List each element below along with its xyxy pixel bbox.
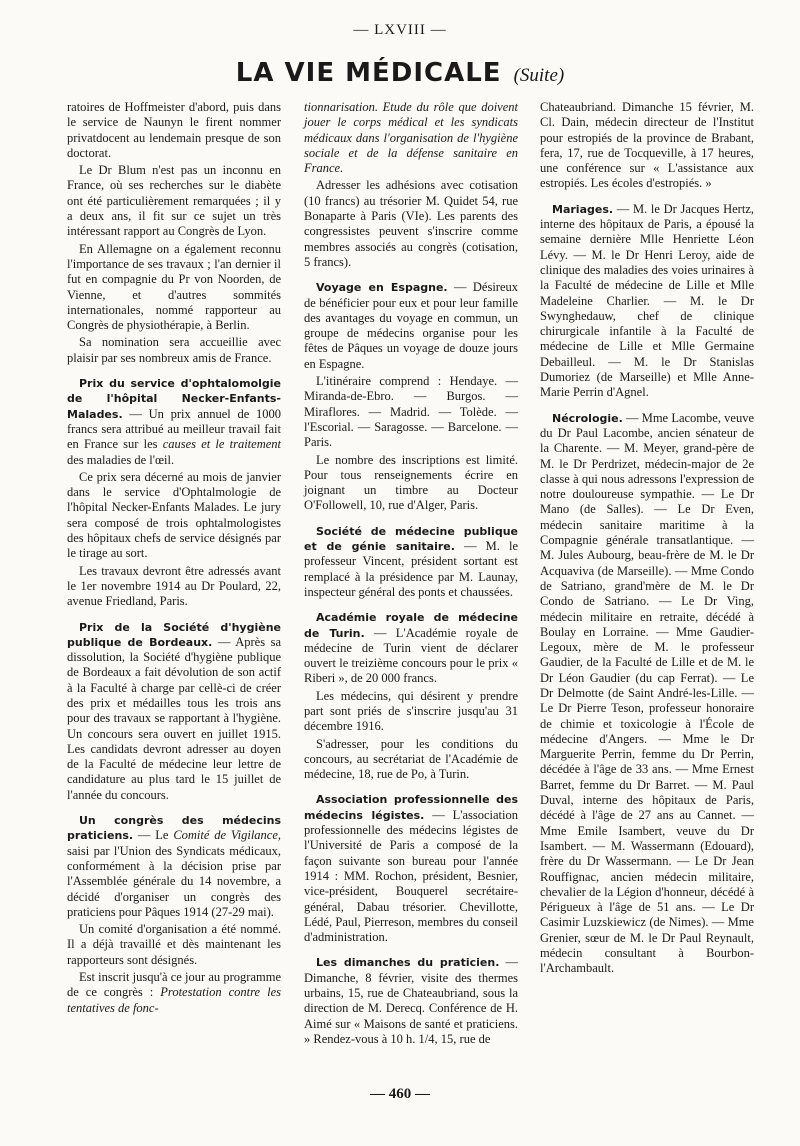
paragraph-with-italic [67, 970, 281, 1016]
column-left [67, 100, 281, 1018]
news-item-ophtalmologie [67, 376, 281, 468]
journal-title: LA VIE MÉDICALE [235, 58, 502, 88]
news-item-italic: causes et le traitement [162, 437, 281, 452]
news-item-congres-praticiens [67, 813, 281, 920]
news-item-heading: Nécrologie. [552, 411, 623, 425]
paragraph: Ce prix sera décerné au mois de janvier dans le service d'Ophtalmologie de l'hôpital Necker-Enfants Malades. Le jury sera composé de trois ophtalmologistes des hôpitaux chefs de service désignés par le tirage au sort. [67, 469, 281, 561]
news-item-text: saisi par l'Union des Syndicats médicaux, conformément à la décision prise par l'Assemblée générale du 14 novembre, a décidé d'organiser un congrès des praticiens pour Pâques 1914 (27-29 mai). [67, 843, 281, 919]
paragraph: Le Dr Blum n'est pas un inconnu en France, où ses recherches sur le diabète ont été particulièrement remarquées ; il y a deux ans, il fit sur ce sujet un très intéressant rapport au Congrès de Lyon. [67, 163, 281, 239]
news-item-heading: Un congrès des médecins praticiens. [67, 814, 281, 843]
paragraph: Un comité d'organisation a été nommé. Il a déjà travaillé et dès maintenant les rapporteurs sont désignés. [67, 922, 281, 967]
news-item-necrologie [540, 411, 754, 977]
paragraph: Le nombre des inscriptions est limité. Pour tous renseignements écrire en joignant un timbre au Docteur O'Followell, 10, rue d'Alger, Paris. [304, 452, 518, 513]
roman-page-number: — LXVIII — [353, 22, 447, 38]
news-item-text: — Dimanche, 8 février, visite des thermes urbains, 15, rue de Chateaubriand, sous la direction de M. Derecq. Conférence de H. Aimé sur « Maisons de santé et praticiens. » Rendez-vous à 10 h. 1/4, 15, rue de [304, 955, 518, 1046]
paragraph: Chateaubriand. Dimanche 15 février, M. Cl. Dain, médecin directeur de l'Institut pour estropiés de la province de Brabant, fera, 17, rue de Tocqueville, à 17 heures, une conférence sur « L'assistance aux estropiés. Les écoles d'estropiés. » [540, 100, 754, 191]
news-item-heading: Les dimanches du praticien. [316, 956, 500, 970]
news-item-hygiene-bordeaux [67, 620, 281, 804]
masthead [0, 58, 800, 88]
news-item-voyage-espagne [304, 280, 518, 372]
news-item-italic: Comité de Vigilance, [173, 828, 282, 843]
paragraph: Adresser les adhésions avec cotisation (10 francs) au trésorier M. Quidet 54, rue Bonaparte à Paris (VIe). Les parents des congressistes peuvent s'inscrire comme membres associés au congrès (cotisation, 5 francs). [304, 178, 518, 269]
page-number: — 460 — [370, 1086, 430, 1102]
news-item-heading: Mariages. [552, 202, 614, 216]
paragraph: Les médecins, qui désirent y prendre part sont priés de s'inscrire jusqu'au 31 décembre 1916. [304, 688, 518, 734]
column-right [540, 100, 754, 979]
news-item-heading: Voyage en Espagne. [316, 281, 448, 295]
paragraph-italic: Protestation contre les tentatives de fonc- [67, 985, 281, 1015]
news-item-text: — Un prix annuel de 1000 francs sera attribué au meilleur travail fait en France sur les [67, 406, 282, 452]
column-middle [304, 100, 518, 1049]
paragraph-text: Est inscrit jusqu'à ce jour au programme de ce congrès : [67, 970, 281, 1000]
news-item-dimanches-praticien [304, 955, 518, 1047]
paragraph: Sa nomination sera accueillie avec plaisir par ses nombreux amis de France. [67, 335, 281, 365]
news-item-text: — Le [137, 828, 169, 843]
news-item-text: — M. le Dr Jacques Hertz, interne des hôpitaux de Paris, a épousé la semaine dernière Mlle Henriette Léon Lévy. — M. le Dr Henri Leroy, aide de clinique des maladies des voies urinaires à la Faculté de médecine de Lille et Mlle Madeleine Charlier. — M. le Dr Swynghedauw, chef de clinique chirurgicale infantile à la Faculté de médecine de Lille et Mlle Germaine Debailleul. — M. le Dr Stanislas Dumoriez (de Marseille) et Mlle Anne-Marie Perrin d'Agnel. [540, 201, 754, 400]
news-item-medecins-legistes [304, 792, 518, 945]
paragraph-italic: tionnarisation. Etude du rôle que doivent jouer le corps médical et les syndicats médicaux dans l'organisation de l'hygiène sociale et de la défense sanitaire en France. [304, 100, 518, 176]
news-item-text: — M. le professeur Vincent, président sortant est remplacé à la présidence par M. Launay, inspecteur général des ponts et chaussées. [304, 539, 519, 599]
paragraph: S'adresser, pour les conditions du concours, au secrétariat de l'Académie de médecine, 18, rue de Po, à Turin. [304, 736, 518, 782]
news-item-text: — Désireux de bénéficier pour eux et pour leur famille des avantages du voyage en commun, un groupe de médecins organise pour les fêtes de Pâques un voyage de douze jours en Espagne. [304, 280, 518, 371]
news-item-heading: Société de médecine publique et de génie sanitaire. [304, 524, 518, 554]
news-item-heading: Académie royale de médecine de Turin. [304, 611, 518, 640]
news-item-text: — Après sa dissolution, la Société d'hygiène publique de Bordeaux a fait dévolution de son actif à la Faculté à charge par cellè-ci de créer des prix et médailles tous les trois ans pour des travaux se rapportant à l'hygiène. Un concours sera ouvert en juillet 1915. Les candidats devront adresser au doyen de la Faculté de médecine leur lettre de candidature au plus tard le 15 juillet de l'année du concours. [67, 634, 281, 802]
news-item-societe-medecine-publique [304, 524, 518, 600]
news-item-text: des maladies de l'œil. [67, 452, 175, 467]
news-item-text: — Mme Lacombe, veuve du Dr Paul Lacombe, ancien sénateur de la Charente. — M. Meyer, grand-père de M. le Dr Perdrizet, médecin-major de 2e classe à qui nous adressons l'expression de notre douloureuse sympathie. — Le Dr Mano (de Salles). — Le Dr Even, médecin sanitaire maritime à la Compagnie générale transatlantique. — M. Jules Aubourg, beau-frère de M. le Dr Acquaviva (de Marseille). — Mme Condo de Satriano, grand'mère de M. le Dr Condo de Satriano. — Le Dr Ving, médecin militaire en retraite, décédé à Boulay en Lorraine. — Mme Gaudier-Legoux, mère de M. le professeur Gaudier, de la Faculté de Lille et de M. le Dr Léon Gaudier (du cap Ferrat). — Le Dr Delmotte (de Saint André-les-Lille. — Le Dr Pierre Teson, professeur honoraire de chimie et toxicologie à l'École de médecine d'Angers. — Mme le Dr Marguerite Perrin, femme du Dr Perrin, décédée à l'âge de 33 ans. — Mme Ernest Barret, femme du Dr Barret. — M. Paul Duval, interne des hôpitaux de Paris, décédé à l'âge de 27 ans au Cannet. — Mme Emile Isambert, veuve du Dr Isambert. — M. Wassermann (Edouard), frère du Dr Wassermann. — Le Dr Jean Rouffignac, ancien médecin militaire, chevalier de la Légion d'honneur, décédé à Périgueux à l'âge de 51 ans. — Le Dr Casimir Luzskiewicz (de Nimes). — Mme Grenier, sœur de M. le Dr Paul Reynault, médecin consultant à Bourbon-l'Archambault. [540, 410, 755, 976]
news-item-heading: Prix du service d'ophtalomolgie de l'hôpital Necker-Enfants-Malades. [67, 377, 281, 421]
journal-title-suite: (Suite) [513, 65, 565, 86]
news-item-mariages [540, 202, 754, 401]
news-item-text: — L'association professionnelle des médecins légistes de l'Université de Paris a composé de la façon suivante son bureau pour l'année 1914 : MM. Rochon, président, Besnier, vice-président, Bouquerel secrétaire-général, Dabau trésorier. Chevillotte, Lédé, Paul, Pierreson, membres du conseil d'administration. [304, 807, 519, 945]
paragraph: L'itinéraire comprend : Hendaye. — Miranda-de-Ebro. — Burgos. — Miraflores. — Madrid. — Tolède. — l'Escorial. — Saragosse. — Barcelone. — Paris. [304, 374, 518, 450]
news-item-heading: Association professionnelle des médecins légistes. [304, 793, 518, 822]
news-item-academie-turin [304, 610, 518, 686]
paragraph: En Allemagne on a également reconnu l'importance de ses travaux ; l'an dernier il fut en compagnie du Pr von Noorden, de Vienne, et d'autres sommités internationales, nommé rapporteur au Congrès de physiothérapie, à Berlin. [67, 241, 281, 333]
news-item-heading: Prix de la Société d'hygiène publique de Bordeaux. [67, 620, 281, 649]
paragraph: Les travaux devront être adressés avant le 1er novembre 1914 au Dr Poulard, 22, avenue Friedland, Paris. [67, 563, 281, 609]
paragraph: ratoires de Hoffmeister d'abord, puis dans le service de Naunyn le firent nommer privatdocent au lendemain presque de son doctorat. [67, 100, 281, 160]
news-item-text: — L'Académie royale de médecine de Turin vient de déclarer ouvert le treizième concours pour le prix « Riberi », de 20 000 francs. [304, 625, 519, 686]
